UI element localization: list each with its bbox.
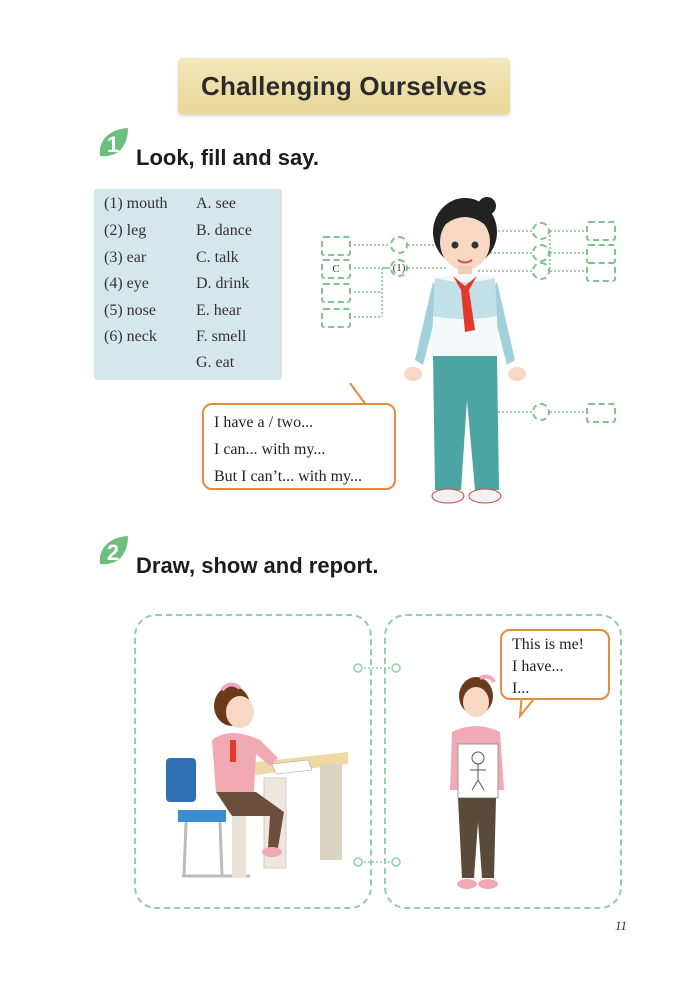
- answer-box[interactable]: [586, 262, 616, 282]
- answer-box[interactable]: [586, 244, 616, 264]
- section-2-heading: Draw, show and report.: [136, 553, 379, 578]
- answer-box[interactable]: [586, 403, 616, 423]
- bubble-line: I...: [512, 680, 530, 697]
- match-left-item: (2) leg: [104, 222, 147, 239]
- match-right-item: F. smell: [196, 328, 247, 345]
- section-1-heading: Look, fill and say.: [136, 145, 319, 170]
- match-right-item: G. eat: [196, 354, 235, 371]
- match-right-item: C. talk: [196, 249, 239, 266]
- page-title: Challenging Ourselves: [201, 70, 487, 101]
- answer-box[interactable]: [321, 308, 351, 328]
- match-right-item: A. see: [196, 195, 236, 212]
- answer-box-example[interactable]: C: [321, 259, 351, 279]
- bubble-line: This is me!: [512, 636, 584, 653]
- match-left-item: (4) eye: [104, 275, 149, 292]
- section-2-badge: [96, 534, 130, 568]
- page-number: 11: [614, 918, 627, 933]
- answer-box[interactable]: [586, 221, 616, 241]
- answer-box[interactable]: [321, 236, 351, 256]
- section-1-number: 1: [106, 132, 120, 157]
- answer-box[interactable]: [321, 283, 351, 303]
- speech-bubble-2: [500, 629, 610, 700]
- number-circle-example[interactable]: (1): [390, 259, 408, 277]
- bubble-line: I can... with my...: [214, 441, 326, 458]
- match-left-item: (3) ear: [104, 249, 147, 266]
- girl-illustration: [395, 190, 535, 520]
- match-left-item: (1) mouth: [104, 195, 168, 212]
- match-right-item: D. drink: [196, 275, 250, 292]
- title-banner: [178, 58, 510, 114]
- match-right-item: E. hear: [196, 302, 242, 319]
- girl-showing-illustration: [440, 672, 520, 897]
- bubble-line: I have...: [512, 658, 564, 675]
- bubble-line: But I can’t... with my...: [214, 468, 362, 485]
- section-2-number: 2: [106, 540, 120, 565]
- bubble-line: I have a / two...: [214, 414, 314, 431]
- section-1-badge: [96, 126, 130, 160]
- girl-drawing-illustration: [160, 680, 360, 885]
- match-right-item: B. dance: [196, 222, 252, 239]
- match-left-item: (5) nose: [104, 302, 156, 319]
- speech-bubble-1: [202, 403, 396, 490]
- match-left-item: (6) neck: [104, 328, 157, 345]
